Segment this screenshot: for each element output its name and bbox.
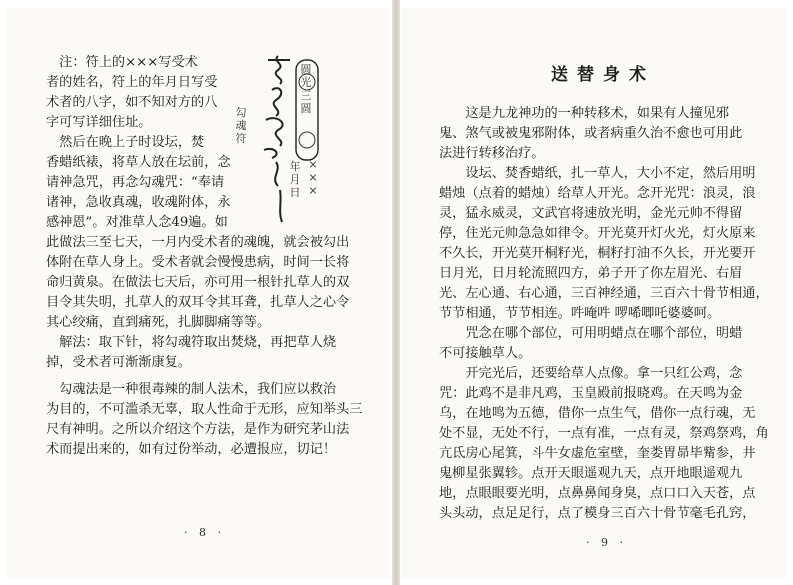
- right-line-21: 头头动，点足足行，点了模身三百六十骨节毫毛孔窍，: [439, 506, 756, 521]
- talisman-date-marks: 年月日: [289, 160, 301, 199]
- right-line-10: 光、左心通、右心通，三百神经通，三百六十骨节相通，: [439, 286, 769, 301]
- left-page: [6, 8, 390, 578]
- talisman-seal-text: 圆光 三 圆: [300, 63, 312, 115]
- left-line-4: 字可写详细住址。: [46, 115, 152, 130]
- right-line-7: 停，住光元帅急急如律令。开光莫开灯火光，灯火原来: [439, 226, 756, 241]
- right-line-15: 咒：此鸡不是非凡鸡，玉皇殿前报晓鸡。在天鸣为金: [439, 386, 743, 401]
- right-line-16: 乌，在地鸣为五德，借你一点生气，借你一点行魂，无: [439, 406, 756, 421]
- left-line-11: 体附在草人身上。受术者就会慢慢患病，时间一长将: [46, 255, 350, 270]
- left-line-8: 诸神，急收真魂，收魂附体，永: [46, 195, 231, 210]
- left-line-3: 术者的八字，如不知对方的八: [46, 95, 218, 110]
- right-line-1: 这是九龙神功的一种转移术，如果有人撞见邪: [439, 106, 730, 121]
- left-line-13: 目令其失明，扎草人的双耳令其耳聋，扎草人之心令: [46, 295, 350, 310]
- right-line-12: 咒念在哪个部位，可用明蜡点在哪个部位，明蜡: [439, 326, 743, 341]
- left-line-20: 术而提出来的，如有过份举动，必遭报应，切记！: [46, 442, 337, 457]
- left-line-15: 解法：取下针，将勾魂符取出焚烧，再把草人烧: [46, 335, 337, 350]
- left-line-14: 其心绞痛，直到痛死，扎脚脚痛等等。: [46, 315, 271, 330]
- right-line-17: 处不显，无处不行，一点有准，一点有灵，祭鸡祭鸡，角: [439, 426, 769, 441]
- left-page-number: · 8 ·: [184, 526, 225, 539]
- left-line-19: 尺有神明。之所以介绍这个方法，是作为研究茅山法: [46, 422, 350, 437]
- right-line-19: 鬼柳星张翼轸。点开天眼遥观九天，点开地眼遥观九: [439, 466, 743, 481]
- left-line-10: 此做法三至七天，一月内受术者的魂魄，就会被勾出: [46, 235, 350, 250]
- right-line-20: 地，点眼眼要光明，点鼻鼻闻身臭，点口口入天苍，点: [439, 486, 756, 501]
- right-line-3: 法进行转移治疗。: [439, 146, 545, 161]
- right-line-4: 设坛、焚香蜡纸，扎一草人，大小不定，然后用明: [439, 166, 756, 181]
- right-page: [401, 8, 787, 578]
- left-line-1: 注：符上的×××写受术: [46, 55, 198, 70]
- right-line-18: 亢氐房心尾箕，斗牛女虚危室壁，奎娄胃昴毕觜参，井: [439, 446, 756, 461]
- left-line-5: 然后在晚上子时设坛，焚: [46, 135, 205, 150]
- left-line-16: 掉，受术者可渐渐康复。: [46, 355, 192, 370]
- talisman-caption: 勾魂符: [235, 106, 247, 145]
- talisman-illustration: [256, 50, 326, 228]
- right-line-9: 日月光，日月轮流照四方，弟子开了你左眉光、右眉: [439, 266, 743, 281]
- left-line-7: 请神急咒，再念勾魂咒：“奉请: [46, 175, 225, 190]
- right-page-number: · 9 ·: [586, 536, 627, 549]
- right-line-14: 开完光后，还要给草人点像。拿一只红公鸡，念: [439, 366, 743, 381]
- left-line-17: 勾魂法是一种很毒辣的制人法术，我们应以救治: [46, 382, 337, 397]
- right-line-5: 蜡烛（点着的蜡烛）给草人开光。念开光咒：浪灵，浪: [439, 186, 756, 201]
- left-line-12: 命归黄泉。在做法七天后，亦可用一根针扎草人的双: [46, 275, 350, 290]
- right-line-11: 节节相通，节节相连。吽唵吽 啰唏唧吒婆婆呵。: [439, 306, 721, 321]
- left-line-18: 为目的，不可滥杀无辜，取人性命于无形，应知举头三: [46, 402, 363, 417]
- section-title: 送替身术: [551, 65, 655, 85]
- left-line-2: 者的姓名，符上的年月日写受: [46, 75, 218, 90]
- right-line-6: 灵，猛永威灵，文武官将速放光明，金光元帅不得留: [439, 206, 743, 221]
- left-line-9: 感神恩”。对准草人念49遍。如: [46, 215, 228, 230]
- right-line-13: 不可接触草人。: [439, 346, 532, 361]
- book-gutter: [392, 0, 400, 585]
- right-line-2: 鬼、煞气或被鬼邪附体，或者病重久治不愈也可用此: [439, 126, 743, 141]
- right-line-8: 不久长，开光莫开桐籽光，桐籽打油不久长，开光要开: [439, 246, 756, 261]
- talisman-name-marks: ×××: [308, 158, 318, 197]
- left-line-6: 香蜡纸裱，将草人放在坛前，念: [46, 155, 231, 170]
